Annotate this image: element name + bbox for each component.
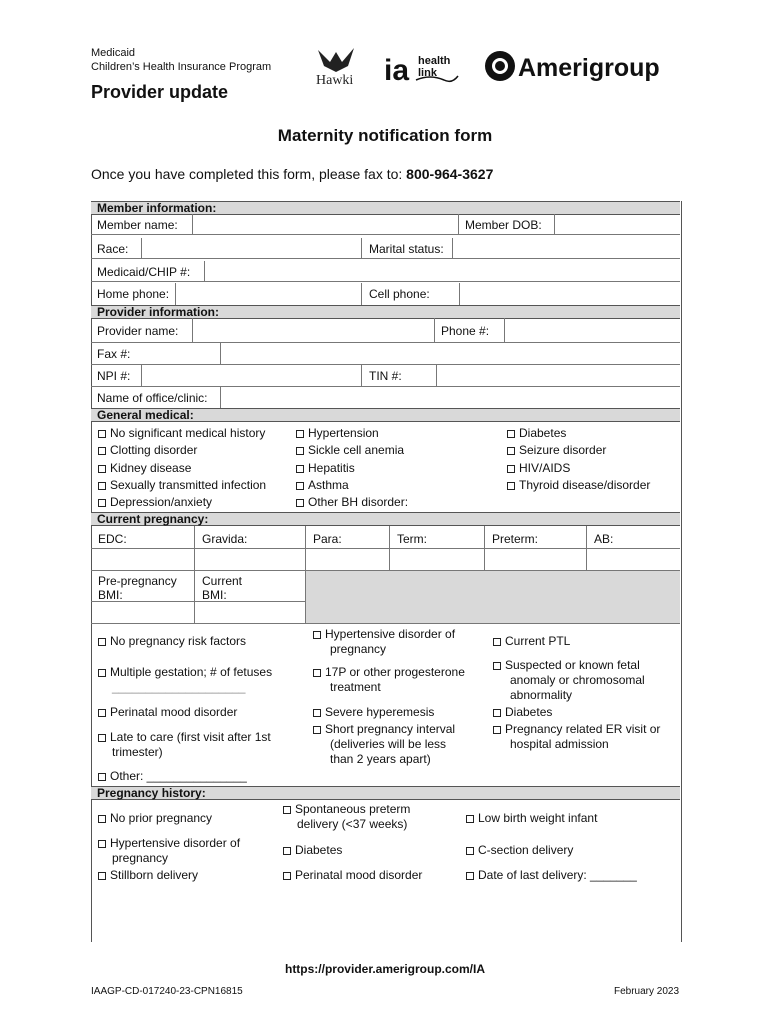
member-dob-field[interactable] [554,214,680,234]
member-dob-label: Member DOB: [465,218,542,232]
general-checkbox-sti[interactable] [98,478,266,493]
general-checkbox-kidney[interactable] [98,461,191,476]
term-field[interactable] [390,548,484,570]
multiple-gestation-blank: ____________________ [112,680,246,694]
checkbox-label: Diabetes [295,843,343,857]
checkbox-label: Perinatal mood disorder [110,705,238,719]
office-clinic-label: Name of office/clinic: [97,391,208,405]
general-checkbox-thyroid[interactable] [507,478,650,493]
checkbox-square-icon [313,709,321,717]
risk-checkbox-short-interval[interactable]: Short pregnancy interval (deliveries will be less than 2 years apart) [313,722,455,767]
checkbox-label: Severe hyperemesis [325,705,435,719]
history-checkbox-hypertensive[interactable]: Hypertensive disorder of pregnancy [98,836,240,866]
checkbox-square-icon [98,638,106,646]
phone-row [91,284,680,306]
member-name-row [91,215,680,235]
checkbox-label: Suspected or known fetal [505,658,640,672]
general-checkbox-other-bh[interactable] [296,495,408,510]
history-checkbox-last-delivery[interactable] [466,868,637,883]
checkbox-square-icon [507,482,515,490]
checkbox-square-icon [98,872,106,880]
amerigroup-logo-text: Amerigroup [518,54,660,82]
history-checkbox-mood[interactable] [283,868,422,883]
checkbox-label: Pregnancy related ER visit or [505,722,661,736]
ab-field[interactable] [587,548,680,570]
checkbox-square-icon [493,662,501,670]
term-label: Term: [397,532,427,546]
checkbox-square-icon [507,465,515,473]
hawki-bird-icon [318,48,354,72]
risk-checkbox-hyperemesis[interactable] [313,705,434,720]
checkbox-label: Perinatal mood disorder [295,868,423,882]
preterm-label: Preterm: [492,532,539,546]
office-row [91,387,680,409]
checkbox-label: Stillborn delivery [110,868,199,882]
checkbox-square-icon [98,499,106,507]
pre-pregnancy-bmi-field[interactable] [91,602,194,623]
history-checkbox-low-birth-weight[interactable] [466,811,597,826]
pre-pregnancy-bmi-label: Pre-pregnancy BMI: [98,574,177,602]
para-field[interactable] [306,548,389,570]
history-checkbox-csection[interactable] [466,843,573,858]
marital-status-field[interactable] [452,238,680,258]
current-bmi-field[interactable] [195,602,305,623]
race-row [91,239,680,259]
checkbox-square-icon [466,847,474,855]
checkbox-label: Late to care (first visit after 1st [110,730,271,744]
checkbox-label: Diabetes [505,705,553,719]
checkbox-label: Kidney disease [110,461,192,475]
checkbox-square-icon [466,815,474,823]
general-checkbox-hepatitis[interactable] [296,461,355,476]
checkbox-label: No pregnancy risk factors [110,634,247,648]
checkbox-square-icon [313,631,321,639]
preterm-field[interactable] [485,548,586,570]
risk-checkbox-hypertensive[interactable]: Hypertensive disorder of pregnancy [313,627,455,657]
provider-name-row [91,319,680,343]
checkbox-label: Hypertension [308,426,379,440]
checkbox-label: Sickle cell anemia [308,443,405,457]
program-line-chip: Children’s Health Insurance Program [91,61,272,73]
edc-label: EDC: [98,532,127,546]
general-checkbox-depression[interactable] [98,495,212,510]
checkbox-square-icon [313,726,321,734]
checkbox-label: Short pregnancy interval [325,722,456,736]
gravida-field[interactable] [195,548,305,570]
ab-label: AB: [594,532,614,546]
checkbox-square-icon [98,840,106,848]
para-label: Para: [313,532,342,546]
provider-name-label: Provider name: [97,324,179,338]
checkbox-label: Asthma [308,478,349,492]
member-section-header: Member information: [91,201,680,215]
checkbox-label: Current PTL [505,634,571,648]
checkbox-square-icon [296,482,304,490]
history-checkbox-no-prior[interactable] [98,811,212,826]
checkbox-label: Hypertensive disorder of [110,836,241,850]
checkbox-square-icon [98,465,106,473]
provider-fax-field[interactable] [220,342,680,364]
checkbox-square-icon [466,872,474,880]
risk-checkbox-multiple-gestation[interactable] [98,665,272,695]
checkbox-square-icon [296,499,304,507]
checkbox-label: No significant medical history [110,426,266,440]
provider-fax-label: Fax #: [97,347,131,361]
checkbox-label: No prior pregnancy [110,811,213,825]
risk-checkbox-current-ptl[interactable] [493,634,570,649]
risk-checkbox-17p[interactable]: 17P or other progesterone treatment [313,665,465,695]
provider-update-heading: Provider update [91,82,229,102]
checkbox-square-icon [313,669,321,677]
tin-label: TIN #: [369,369,402,383]
provider-phone-label: Phone #: [441,324,490,338]
general-checkbox-hypertension[interactable] [296,426,379,441]
general-checkbox-seizure[interactable] [507,443,606,458]
checkbox-label: Sexually transmitted infection [110,478,267,492]
checkbox-label: Hypertensive disorder of [325,627,456,641]
member-name-field[interactable] [192,214,459,234]
ia-logo-health: health [418,55,451,67]
general-checkbox-no-history[interactable] [98,426,265,441]
history-checkbox-spontaneous-preterm[interactable]: Spontaneous preterm delivery (<37 weeks) [283,802,410,832]
checkbox-square-icon [296,430,304,438]
bmi-shaded-area [306,571,680,623]
checkbox-label: Hepatitis [308,461,355,475]
footer-document-code: IAAGP-CD-017240-23-CPN16815 [91,986,243,997]
checkbox-square-icon [507,447,515,455]
checkbox-square-icon [98,734,106,742]
risk-checkbox-none[interactable] [98,634,246,649]
checkbox-label: Other: _______________ [110,769,247,783]
amerigroup-logo [485,51,660,82]
checkbox-label: Thyroid disease/disorder [519,478,651,492]
checkbox-square-icon [98,709,106,717]
fax-number: 800-964-3627 [406,166,494,182]
general-checkbox-sickle-cell[interactable] [296,443,404,458]
general-checkbox-diabetes[interactable] [507,426,566,441]
history-checkbox-diabetes[interactable] [283,843,342,858]
general-medical-section-header: General medical: [91,408,680,422]
checkbox-label: Seizure disorder [519,443,607,457]
footer-url: https://provider.amerigroup.com/IA [284,962,486,976]
risk-checkbox-diabetes[interactable] [493,705,552,720]
fax-instruction [91,166,493,182]
checkbox-square-icon [493,638,501,646]
checkbox-square-icon [98,773,106,781]
cell-phone-label: Cell phone: [369,287,430,301]
member-name-label: Member name: [97,218,178,232]
checkbox-label: Spontaneous preterm [295,802,411,816]
provider-section-header: Provider information: [91,305,680,319]
npi-label: NPI #: [97,369,131,383]
npi-field[interactable] [141,364,362,386]
race-label: Race: [97,242,129,256]
risk-checkbox-other[interactable] [98,769,247,784]
hawki-logo [316,48,354,88]
checkbox-label: Other BH disorder: [308,495,409,509]
form-title: Maternity notification form [277,126,493,145]
checkbox-label: 17P or other progesterone [325,665,465,679]
cell-phone-field[interactable] [459,283,680,305]
checkbox-square-icon [296,447,304,455]
checkbox-square-icon [283,872,291,880]
risk-checkbox-late-care[interactable]: Late to care (first visit after 1st trimester) [98,730,271,760]
fax-instruction-text: Once you have completed this form, please fax to: [91,166,407,182]
checkbox-square-icon [283,806,291,814]
partner-logos [312,44,682,88]
office-clinic-field[interactable] [220,386,680,408]
footer-date: February 2023 [614,986,680,997]
medicaid-chip-label: Medicaid/CHIP #: [97,265,191,279]
ia-health-link-logo [384,54,458,87]
current-bmi-label: Current BMI: [202,574,243,602]
general-checkbox-asthma[interactable] [296,478,349,493]
npi-row [91,365,680,387]
ia-logo-text: ia [384,54,410,87]
checkbox-square-icon [98,669,106,677]
checkbox-square-icon [283,847,291,855]
checkbox-square-icon [98,447,106,455]
medicaid-row [91,262,680,282]
checkbox-label: Multiple gestation; # of fetuses [110,665,273,679]
race-field[interactable] [141,238,362,258]
general-checkbox-clotting[interactable] [98,443,197,458]
general-checkbox-hiv[interactable] [507,461,570,476]
history-checkbox-stillborn[interactable] [98,868,198,883]
checkbox-label: Depression/anxiety [110,495,213,509]
checkbox-label: Date of last delivery: _______ [478,868,637,882]
checkbox-label: Low birth weight infant [478,811,598,825]
home-phone-field[interactable] [175,283,362,305]
edc-field[interactable] [91,548,194,570]
medicaid-chip-field[interactable] [204,261,680,281]
risk-checkbox-fetal-anomaly[interactable]: Suspected or known fetal anomaly or chromosomal abnormality [493,658,645,703]
risk-checkbox-er-visit[interactable]: Pregnancy related ER visit or hospital admission [493,722,660,752]
program-name [91,46,271,74]
checkbox-square-icon [507,430,515,438]
checkbox-label: Diabetes [519,426,567,440]
checkbox-label: Clotting disorder [110,443,198,457]
ia-logo-link: link [418,67,437,79]
home-phone-label: Home phone: [97,287,170,301]
checkbox-square-icon [296,465,304,473]
hawki-logo-text: Hawki [316,73,354,88]
risk-checkbox-mood[interactable] [98,705,237,720]
fax-row [91,343,680,365]
checkbox-square-icon [493,726,501,734]
provider-name-field[interactable] [192,318,435,342]
checkbox-square-icon [98,815,106,823]
pregnancy-history-section-header: Pregnancy history: [91,786,680,800]
checkbox-label: C-section delivery [478,843,574,857]
provider-phone-field[interactable] [504,318,680,342]
current-pregnancy-section-header: Current pregnancy: [91,512,680,526]
tin-field[interactable] [436,364,680,386]
checkbox-label: HIV/AIDS [519,461,571,475]
checkbox-square-icon [493,709,501,717]
marital-status-label: Marital status: [369,242,444,256]
checkbox-square-icon [98,482,106,490]
checkbox-square-icon [98,430,106,438]
program-line-medicaid: Medicaid [91,47,136,59]
gravida-label: Gravida: [202,532,248,546]
